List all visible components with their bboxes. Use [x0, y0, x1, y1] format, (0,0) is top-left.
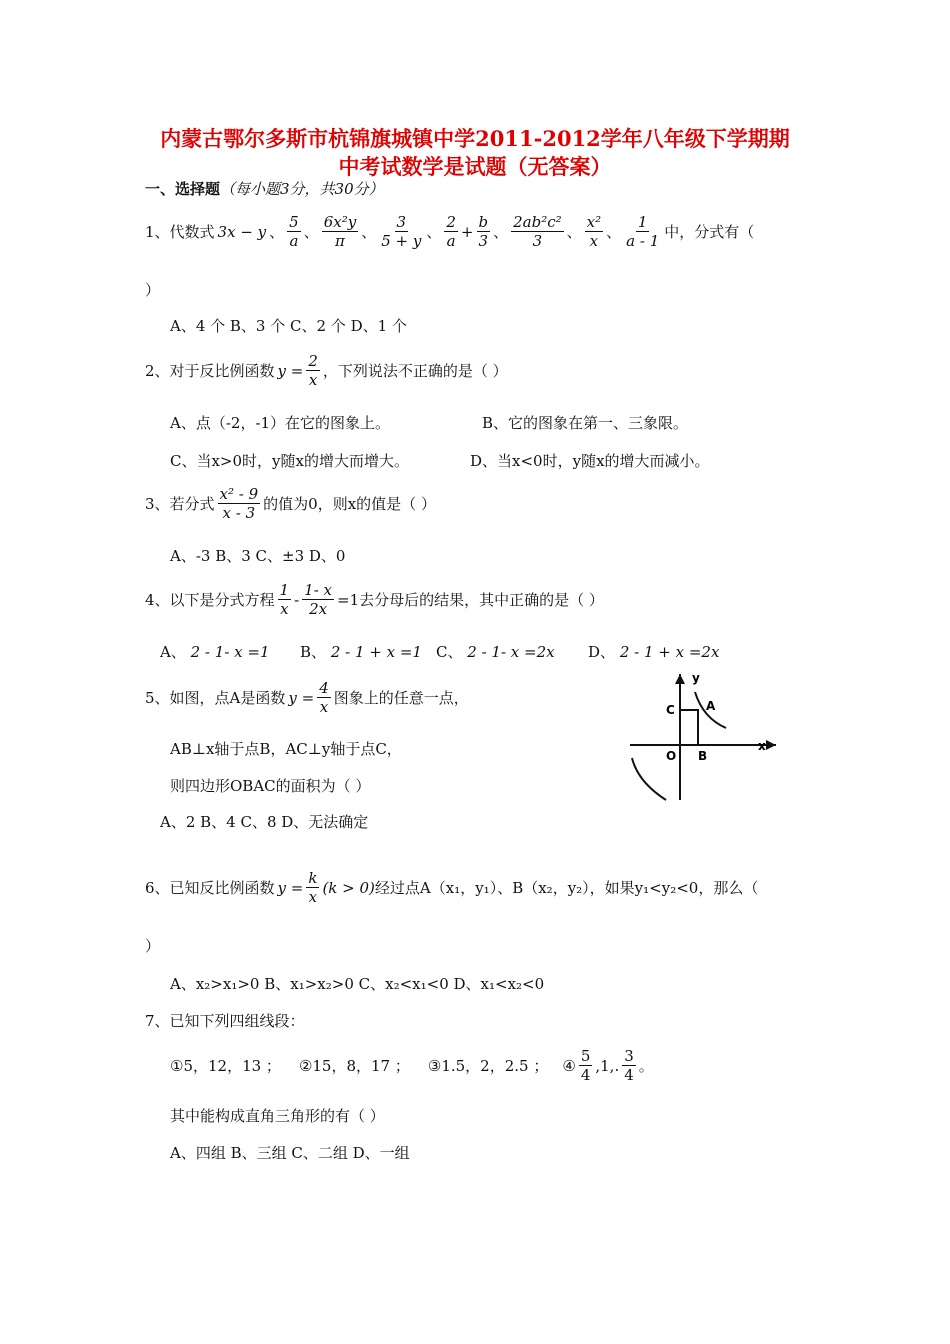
q7-frac-2: $\frac{3}{4}$ [624, 1047, 634, 1084]
fig-label-c: C [666, 703, 675, 717]
q2-y: y = [277, 361, 304, 380]
section-note: （每小题3分，共30分） [220, 180, 384, 198]
question-4 [145, 581, 604, 618]
q4-minus: - [294, 590, 300, 609]
q2-option-d: D、当x<0时，y随x的增大而减小。 [470, 452, 710, 470]
q7-group-3: ③1.5，2，2.5 ； [427, 1057, 549, 1075]
q1-frac-4b: $\frac{b}{3}$ [478, 213, 489, 250]
q5-y: y = [288, 688, 315, 707]
q3-lead: 3、若分式 [145, 495, 215, 513]
q1-frac-6: $\frac{\text{x²}}{x}$ [586, 213, 602, 250]
q7-frac-1: $\frac{5}{4}$ [580, 1047, 591, 1084]
q3-tail: 的值为0，则x的值是（ ） [263, 495, 436, 513]
q7-group-2: ②15，8，17 ； [298, 1057, 410, 1075]
fig-label-y: y [692, 671, 700, 685]
rect-obac [680, 710, 698, 745]
q6-lead: 6、已知反比例函数 [145, 879, 275, 897]
q4-frac-2: $\frac{1- x}{2x}$ [304, 581, 333, 618]
x-axis-arrow [766, 740, 776, 750]
q1-frac-1: $\frac{5}{a}$ [289, 213, 299, 250]
q1-options: A、4 个 B、3 个 C、2 个 D、1 个 [170, 317, 407, 335]
q7-options: A、四组 B、三组 C、二组 D、一组 [170, 1144, 410, 1162]
q7-group-1: ①5，12，13 ； [170, 1057, 281, 1075]
q5-frac: $\frac{4}{x}$ [319, 679, 329, 716]
question-3 [145, 485, 436, 522]
q1-close: ） [145, 281, 161, 299]
q5-tail: 图象上的任意一点， [333, 689, 469, 707]
question-1: 1、代数式 3x − y 、 $\frac{5}{a}$ 、 $\frac{\text{6x²y}}{\pi}$ 、 $\frac{3}{5 + y}$ 、 $\frac{2}{a}$ + $\frac{b}{3}$ 、 $\frac{\text{2ab²c²}}{3}$ 、 $\frac{\text{x²}}{x}$ 、 $\frac{1}{a - 1}$ 中，分式有（ [145, 213, 755, 250]
fig-label-b: B [698, 749, 708, 763]
q4-option-b: B、 2 - 1 + x =1 [300, 643, 422, 661]
q2-option-a: A、点（-2，-1）在它的图象上。 [170, 414, 391, 432]
q4-eq: =1 [337, 590, 360, 609]
curve-branch-3 [632, 758, 666, 800]
q6-cond: (k > 0) [322, 878, 375, 897]
section-heading [145, 178, 384, 199]
q7-groups [170, 1047, 654, 1084]
q2-option-b: B、它的图象在第一、三象限。 [482, 414, 689, 432]
q2-lead: 2、对于反比例函数 [145, 362, 275, 380]
q1-frac-7: $\frac{1}{a - 1}$ [626, 213, 660, 250]
title-line-1: 内蒙古鄂尔多斯市杭锦旗城镇中学2011-2012学年八年级下学期期 [160, 126, 790, 151]
q6-frac: $\frac{k}{x}$ [308, 869, 318, 906]
q1-frac-3: $\frac{3}{5 + y}$ [381, 213, 422, 250]
q2-frac: $\frac{2}{x}$ [308, 352, 318, 389]
q4-lead: 4、以下是分式方程 [145, 591, 275, 609]
q6-y: y = [277, 878, 304, 897]
q7-group-4: ④ [562, 1056, 576, 1075]
q4-frac-1: $\frac{1}{x}$ [279, 581, 290, 618]
question-5 [145, 679, 469, 716]
q1-frac-5: $\frac{\text{2ab²c²}}{3}$ [513, 213, 562, 250]
q1-expr: 3x − y [217, 222, 267, 241]
title-line-2: 中考试数学是试题（无答案） [338, 154, 612, 179]
q7-group-4-end: 。 [638, 1057, 654, 1075]
q6-options: A、x₂>x₁>0 B、x₁>x₂>0 C、x₂<x₁<0 D、x₁<x₂<0 [170, 975, 545, 993]
q2-option-c: C、当x>0时，y随x的增大而增大。 [170, 452, 409, 470]
q1-lead: 1、代数式 [145, 223, 215, 241]
q6-tail: 经过点A（x₁，y₁）、B（x₂，y₂），如果y₁<y₂<0，那么（ [374, 879, 759, 897]
q5-lead: 5、如图，点A是函数 [145, 689, 286, 707]
fig-label-x: x [758, 739, 766, 753]
question-2 [145, 352, 508, 389]
q1-frac-4a: $\frac{2}{a}$ [446, 213, 456, 250]
q4-tail: 去分母后的结果，其中正确的是（ ） [359, 591, 604, 609]
q1-tail: 中，分式有（ [664, 223, 755, 241]
q4-option-a: A、 2 - 1- x =1 [160, 643, 270, 661]
y-axis-arrow [675, 674, 685, 684]
question-6 [145, 869, 758, 906]
q3-frac: $\frac{\text{x² - 9}}{x - 3}$ [219, 485, 259, 522]
q5-figure [628, 670, 778, 805]
q7-question: 其中能构成直角三角形的有（ ） [170, 1107, 385, 1125]
q5-line-2: AB⊥x轴于点B，AC⊥y轴于点C， [170, 740, 402, 758]
q4-option-d: D、 2 - 1 + x =2x [588, 643, 720, 661]
section-label: 一、选择题 [145, 180, 221, 198]
q7-group-4-mid: ,1,. [595, 1056, 620, 1075]
q7-lead: 7、已知下列四组线段： [145, 1012, 305, 1030]
q4-option-c: C、 2 - 1- x =2x [436, 643, 555, 661]
q3-options: A、-3 B、3 C、±3 D、0 [170, 547, 346, 565]
q5-line-3: 则四边形OBAC的面积为（ ） [170, 777, 371, 795]
q6-close: ） [145, 937, 161, 955]
q2-tail: ，下列说法不正确的是（ ） [322, 362, 508, 380]
q1-frac-2: $\frac{\text{6x²y}}{\pi}$ [323, 213, 357, 250]
q5-options: A、2 B、4 C、8 D、无法确定 [160, 813, 369, 831]
fig-label-a: A [706, 699, 716, 713]
fig-label-o: O [666, 749, 677, 763]
